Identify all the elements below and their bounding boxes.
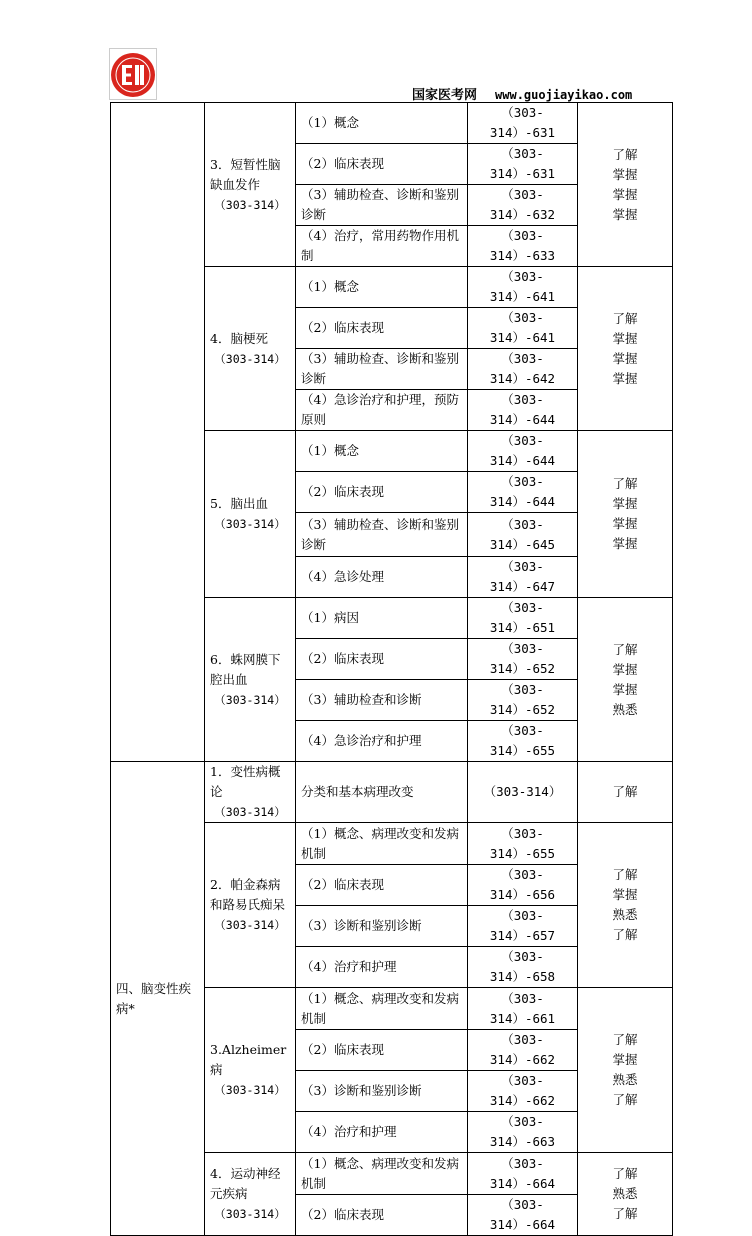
- requirement-level: 熟悉: [612, 907, 638, 922]
- point-code: （303-314）-662: [468, 1071, 578, 1112]
- unit-name: 四、脑变性疾病*: [116, 980, 192, 1016]
- point-text: （4）急诊处理: [296, 557, 468, 598]
- requirement-level: 掌握: [612, 350, 638, 366]
- requirement-cell: [578, 431, 673, 598]
- point-text: （4）治疗，常用药物作用机制: [296, 226, 468, 267]
- point-text: （2）临床表现: [296, 308, 468, 349]
- point-code: （303-314）-647: [468, 557, 578, 598]
- topic-title: 4．运动神经元疾病: [210, 1166, 281, 1201]
- point-text: （3）诊断和鉴别诊断: [296, 906, 468, 947]
- point-text: （3）诊断和鉴别诊断: [296, 1071, 468, 1112]
- requirement-level: 掌握: [612, 496, 638, 511]
- point-code: （303-314）-655: [468, 721, 578, 762]
- point-text: （1）病因: [296, 598, 468, 639]
- requirement-cell: [578, 1153, 673, 1236]
- requirement-cell: [578, 762, 673, 823]
- topic-title: 4．脑梗死: [210, 330, 268, 346]
- requirement-level: 了解: [612, 476, 638, 491]
- point-text: （2）临床表现: [296, 1030, 468, 1071]
- point-code: （303-314）-644: [468, 390, 578, 431]
- requirement-cell: [578, 598, 673, 762]
- point-code: （303-314）-656: [468, 865, 578, 906]
- requirement-level: 掌握: [612, 887, 638, 902]
- topic-cell: [205, 823, 296, 988]
- point-text: （4）治疗和护理: [296, 947, 468, 988]
- requirement-level: 掌握: [612, 330, 638, 346]
- point-text: （2）临床表现: [296, 1195, 468, 1236]
- point-text: （1）概念: [296, 103, 468, 144]
- point-text: （2）临床表现: [296, 472, 468, 513]
- topic-title: 1．变性病概论: [210, 764, 281, 799]
- requirement-cell: [578, 267, 673, 431]
- topic-code: （303-314）: [214, 351, 286, 366]
- point-code: （303-314）-664: [468, 1195, 578, 1236]
- table-row: [111, 103, 673, 144]
- requirement-cell: [578, 823, 673, 988]
- site-name: 国家医考网: [412, 88, 478, 103]
- point-code: （303-314）-663: [468, 1112, 578, 1153]
- requirement-level: 熟悉: [612, 1072, 638, 1087]
- point-code: （303-314）-652: [468, 680, 578, 721]
- topic-title: 3．短暂性脑缺血发作: [210, 156, 281, 192]
- point-text: （2）临床表现: [296, 865, 468, 906]
- point-text: （3）辅助检查、诊断和鉴别诊断: [296, 513, 468, 557]
- requirement-level: 了解: [612, 1092, 638, 1107]
- point-text: （1）概念: [296, 267, 468, 308]
- point-code: （303-314）-642: [468, 349, 578, 390]
- requirement-level: 掌握: [612, 186, 638, 202]
- point-text: （1）概念、病理改变和发病机制: [296, 1153, 468, 1195]
- point-text: （1）概念、病理改变和发病机制: [296, 988, 468, 1030]
- topic-title: 6．蛛网膜下腔出血: [210, 651, 281, 687]
- requirement-level: 了解: [612, 641, 638, 657]
- requirement-level: 熟悉: [612, 701, 638, 717]
- point-code: （303-314）-644: [468, 431, 578, 472]
- point-code: （303-314）-662: [468, 1030, 578, 1071]
- requirement-level: 了解: [612, 927, 638, 942]
- point-text: （2）临床表现: [296, 144, 468, 185]
- requirement-level: 了解: [612, 146, 638, 162]
- topic-cell: [205, 762, 296, 823]
- point-text: （1）概念、病理改变和发病机制: [296, 823, 468, 865]
- topic-title: 2．帕金森病和路易氏痴呆: [210, 877, 286, 912]
- point-code: （303-314）: [468, 762, 578, 823]
- requirement-level: 掌握: [612, 370, 638, 386]
- point-code: （303-314）-652: [468, 639, 578, 680]
- point-code: （303-314）-641: [468, 308, 578, 349]
- point-code: （303-314）-658: [468, 947, 578, 988]
- topic-code: （303-314）: [214, 1083, 286, 1097]
- site-header: [412, 84, 632, 103]
- requirement-level: 了解: [612, 867, 638, 882]
- point-text: （3）辅助检查、诊断和鉴别诊断: [296, 349, 468, 390]
- topic-cell: [205, 598, 296, 762]
- topic-code: （303-314）: [214, 1207, 286, 1221]
- point-code: （303-314）-655: [468, 823, 578, 865]
- point-code: （303-314）-631: [468, 103, 578, 144]
- topic-cell: [205, 1153, 296, 1236]
- topic-code: （303-314）: [214, 517, 286, 531]
- topic-cell: [205, 988, 296, 1153]
- requirement-level: 掌握: [612, 536, 638, 551]
- point-code: （303-314）-661: [468, 988, 578, 1030]
- point-text: （4）急诊治疗和护理，预防原则: [296, 390, 468, 431]
- point-code: （303-314）-657: [468, 906, 578, 947]
- syllabus-table: [110, 102, 673, 1236]
- point-code: （303-314）-644: [468, 472, 578, 513]
- topic-code: （303-314）: [214, 918, 286, 932]
- requirement-level: 了解: [612, 1166, 638, 1181]
- point-code: （303-314）-631: [468, 144, 578, 185]
- requirement-level: 掌握: [612, 1052, 638, 1067]
- requirement-level: 掌握: [612, 206, 638, 222]
- topic-title: 3.Alzheimer病: [210, 1042, 287, 1077]
- requirement-level: 了解: [612, 784, 638, 799]
- point-code: （303-314）-633: [468, 226, 578, 267]
- topic-cell: [205, 267, 296, 431]
- point-text: （4）急诊治疗和护理: [296, 721, 468, 762]
- requirement-level: 掌握: [612, 516, 638, 531]
- topic-cell: [205, 431, 296, 598]
- topic-code: （303-314）: [214, 197, 286, 212]
- requirement-level: 了解: [612, 1032, 638, 1047]
- topic-title: 5．脑出血: [210, 496, 268, 511]
- topic-code: （303-314）: [214, 692, 286, 707]
- requirement-level: 了解: [612, 1206, 638, 1221]
- requirement-level: 熟悉: [612, 1186, 638, 1201]
- table-row: [111, 762, 673, 823]
- requirement-level: 了解: [612, 310, 638, 326]
- exam-logo-icon: [109, 48, 157, 100]
- topic-code: （303-314）: [214, 805, 286, 819]
- topic-cell: [205, 103, 296, 267]
- unit-cell: [111, 103, 205, 762]
- requirement-cell: [578, 988, 673, 1153]
- point-text: 分类和基本病理改变: [296, 762, 468, 823]
- point-text: （3）辅助检查和诊断: [296, 680, 468, 721]
- unit-cell: [111, 762, 205, 1236]
- point-code: （303-314）-641: [468, 267, 578, 308]
- point-text: （3）辅助检查、诊断和鉴别诊断: [296, 185, 468, 226]
- requirement-level: 掌握: [612, 661, 638, 677]
- point-code: （303-314）-645: [468, 513, 578, 557]
- point-text: （4）治疗和护理: [296, 1112, 468, 1153]
- point-code: （303-314）-651: [468, 598, 578, 639]
- requirement-level: 掌握: [612, 166, 638, 182]
- requirement-level: 掌握: [612, 681, 638, 697]
- point-code: （303-314）-632: [468, 185, 578, 226]
- requirement-cell: [578, 103, 673, 267]
- point-text: （1）概念: [296, 431, 468, 472]
- point-text: （2）临床表现: [296, 639, 468, 680]
- point-code: （303-314）-664: [468, 1153, 578, 1195]
- site-url[interactable]: www.guojiayikao.com: [495, 88, 633, 102]
